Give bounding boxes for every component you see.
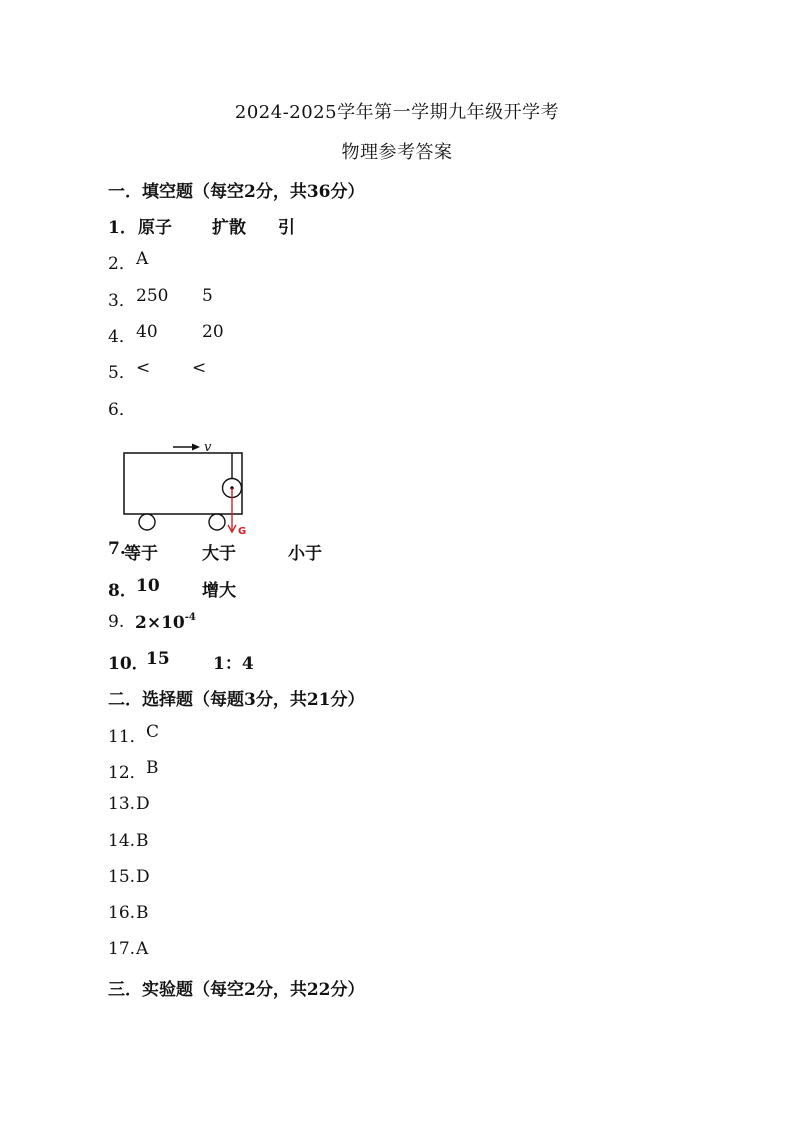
question-number: 1．: [108, 218, 137, 238]
wheel-left: [139, 514, 155, 530]
answer-text: 增大: [202, 581, 236, 601]
question-number: 17.: [108, 939, 136, 959]
question-number: 2．: [108, 254, 136, 274]
answer-text: 15: [146, 649, 170, 669]
question-number: 9.: [108, 612, 125, 632]
section-3-heading: 三．实验题（每空2分，共22分）: [108, 980, 365, 1000]
sci-exponent: -4: [184, 612, 196, 623]
question-number: 6．: [108, 400, 136, 420]
question-number: 14.: [108, 831, 136, 851]
question-number: 12．: [108, 763, 147, 783]
answer-text: 1：4: [213, 654, 254, 674]
section-2-heading: 二．选择题（每题3分，共21分）: [108, 690, 365, 710]
sci-base: 2×10: [135, 613, 185, 633]
answer-text: <: [136, 358, 151, 378]
answer-text: 5: [202, 286, 213, 306]
question-number: 15.: [108, 867, 136, 887]
page-title: 2024-2025学年第一学期九年级开学考: [234, 102, 560, 123]
answer-text: A: [136, 249, 149, 269]
answer-text: 原子: [138, 218, 172, 238]
cart-force-diagram: [118, 436, 268, 540]
answer-text: B: [146, 758, 159, 778]
answer-text: 250: [136, 286, 169, 306]
question-number: 10．: [108, 654, 149, 674]
answer-text: 引: [278, 218, 295, 238]
question-number: 8．: [108, 581, 137, 601]
answer-text: 小于: [288, 544, 322, 564]
answer-text: 20: [202, 322, 224, 342]
question-number: 13.: [108, 794, 136, 814]
answer-text: 等于: [124, 544, 158, 564]
gravity-label: G: [238, 526, 247, 537]
velocity-label: v: [204, 440, 212, 455]
answer-text: 扩散: [212, 218, 246, 238]
question-number: 11．: [108, 727, 147, 747]
question-number: 5．: [108, 363, 136, 383]
answer-text: [135, 612, 196, 633]
section-1-heading: 一．填空题（每空2分，共36分）: [108, 182, 365, 202]
answer-text: D: [136, 794, 150, 814]
answer-text: 40: [136, 322, 158, 342]
question-number: 4．: [108, 327, 136, 347]
page-subtitle: 物理参考答案: [341, 142, 453, 163]
question-number: 3．: [108, 291, 136, 311]
answer-text: B: [136, 831, 149, 851]
answer-text: <: [192, 358, 207, 378]
velocity-arrowhead: [192, 444, 200, 451]
answer-text: B: [136, 903, 149, 923]
answer-text: 大于: [202, 544, 236, 564]
question-number: 16.: [108, 903, 136, 923]
answer-text: C: [146, 722, 160, 742]
answer-text: D: [136, 867, 150, 887]
answer-text: A: [136, 939, 149, 959]
answer-text: 10: [136, 576, 160, 596]
question-number: 7.: [108, 539, 126, 559]
wheel-right: [209, 514, 225, 530]
